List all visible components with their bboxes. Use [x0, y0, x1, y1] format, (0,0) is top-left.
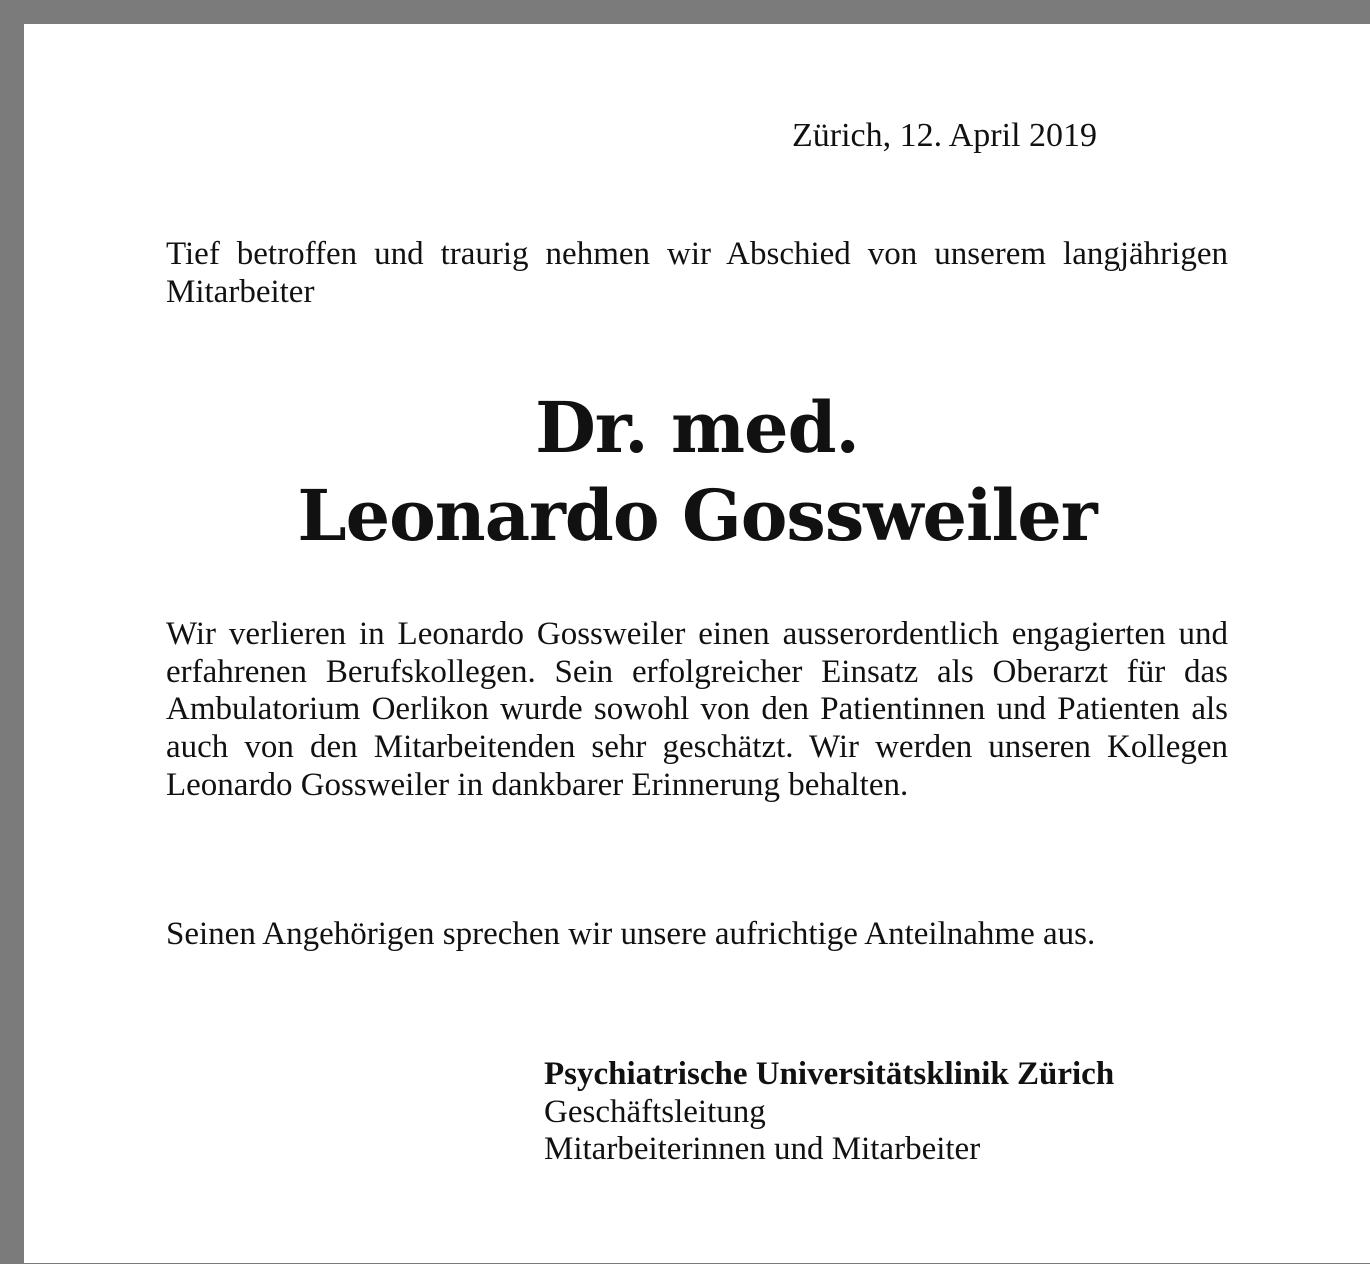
signature-management: Geschäftsleitung — [544, 1093, 766, 1130]
date-line: Zürich, 12. April 2019 — [792, 117, 1098, 154]
deceased-name: Leonardo Gossweiler — [297, 474, 1097, 557]
signature-organization: Psychiatrische Universitätsklinik Zürich — [544, 1056, 1115, 1092]
signature-block — [544, 1056, 1114, 1169]
condolence-paragraph: Seinen Angehörigen sprechen wir unsere aufrichtige Anteilnahme aus. — [166, 916, 1096, 952]
intro-paragraph: Tief betroffen und traurig nehmen wir Abschied von unserem langjährigen Mitarbeiter — [166, 236, 1228, 310]
tribute-paragraph: Wir verlieren in Leonardo Gossweiler einen ausserordentlich engagierten und erfahrenen Berufskollegen. Sein erfolgreicher Einsatz als Oberarzt für das Ambulatorium Oerlikon wurde sowohl von den Patientinnen und Patienten als auch von den Mitarbeitenden sehr geschätzt. Wir werden unseren Kollegen Leonardo Gossweiler in dankbarer Erinnerung behalten. — [166, 616, 1228, 803]
deceased-title: Dr. med. — [535, 386, 859, 469]
obituary-page — [24, 24, 1370, 1263]
deceased-name-block — [24, 384, 1370, 560]
signature-staff: Mitarbeiterinnen und Mitarbeiter — [544, 1131, 981, 1167]
